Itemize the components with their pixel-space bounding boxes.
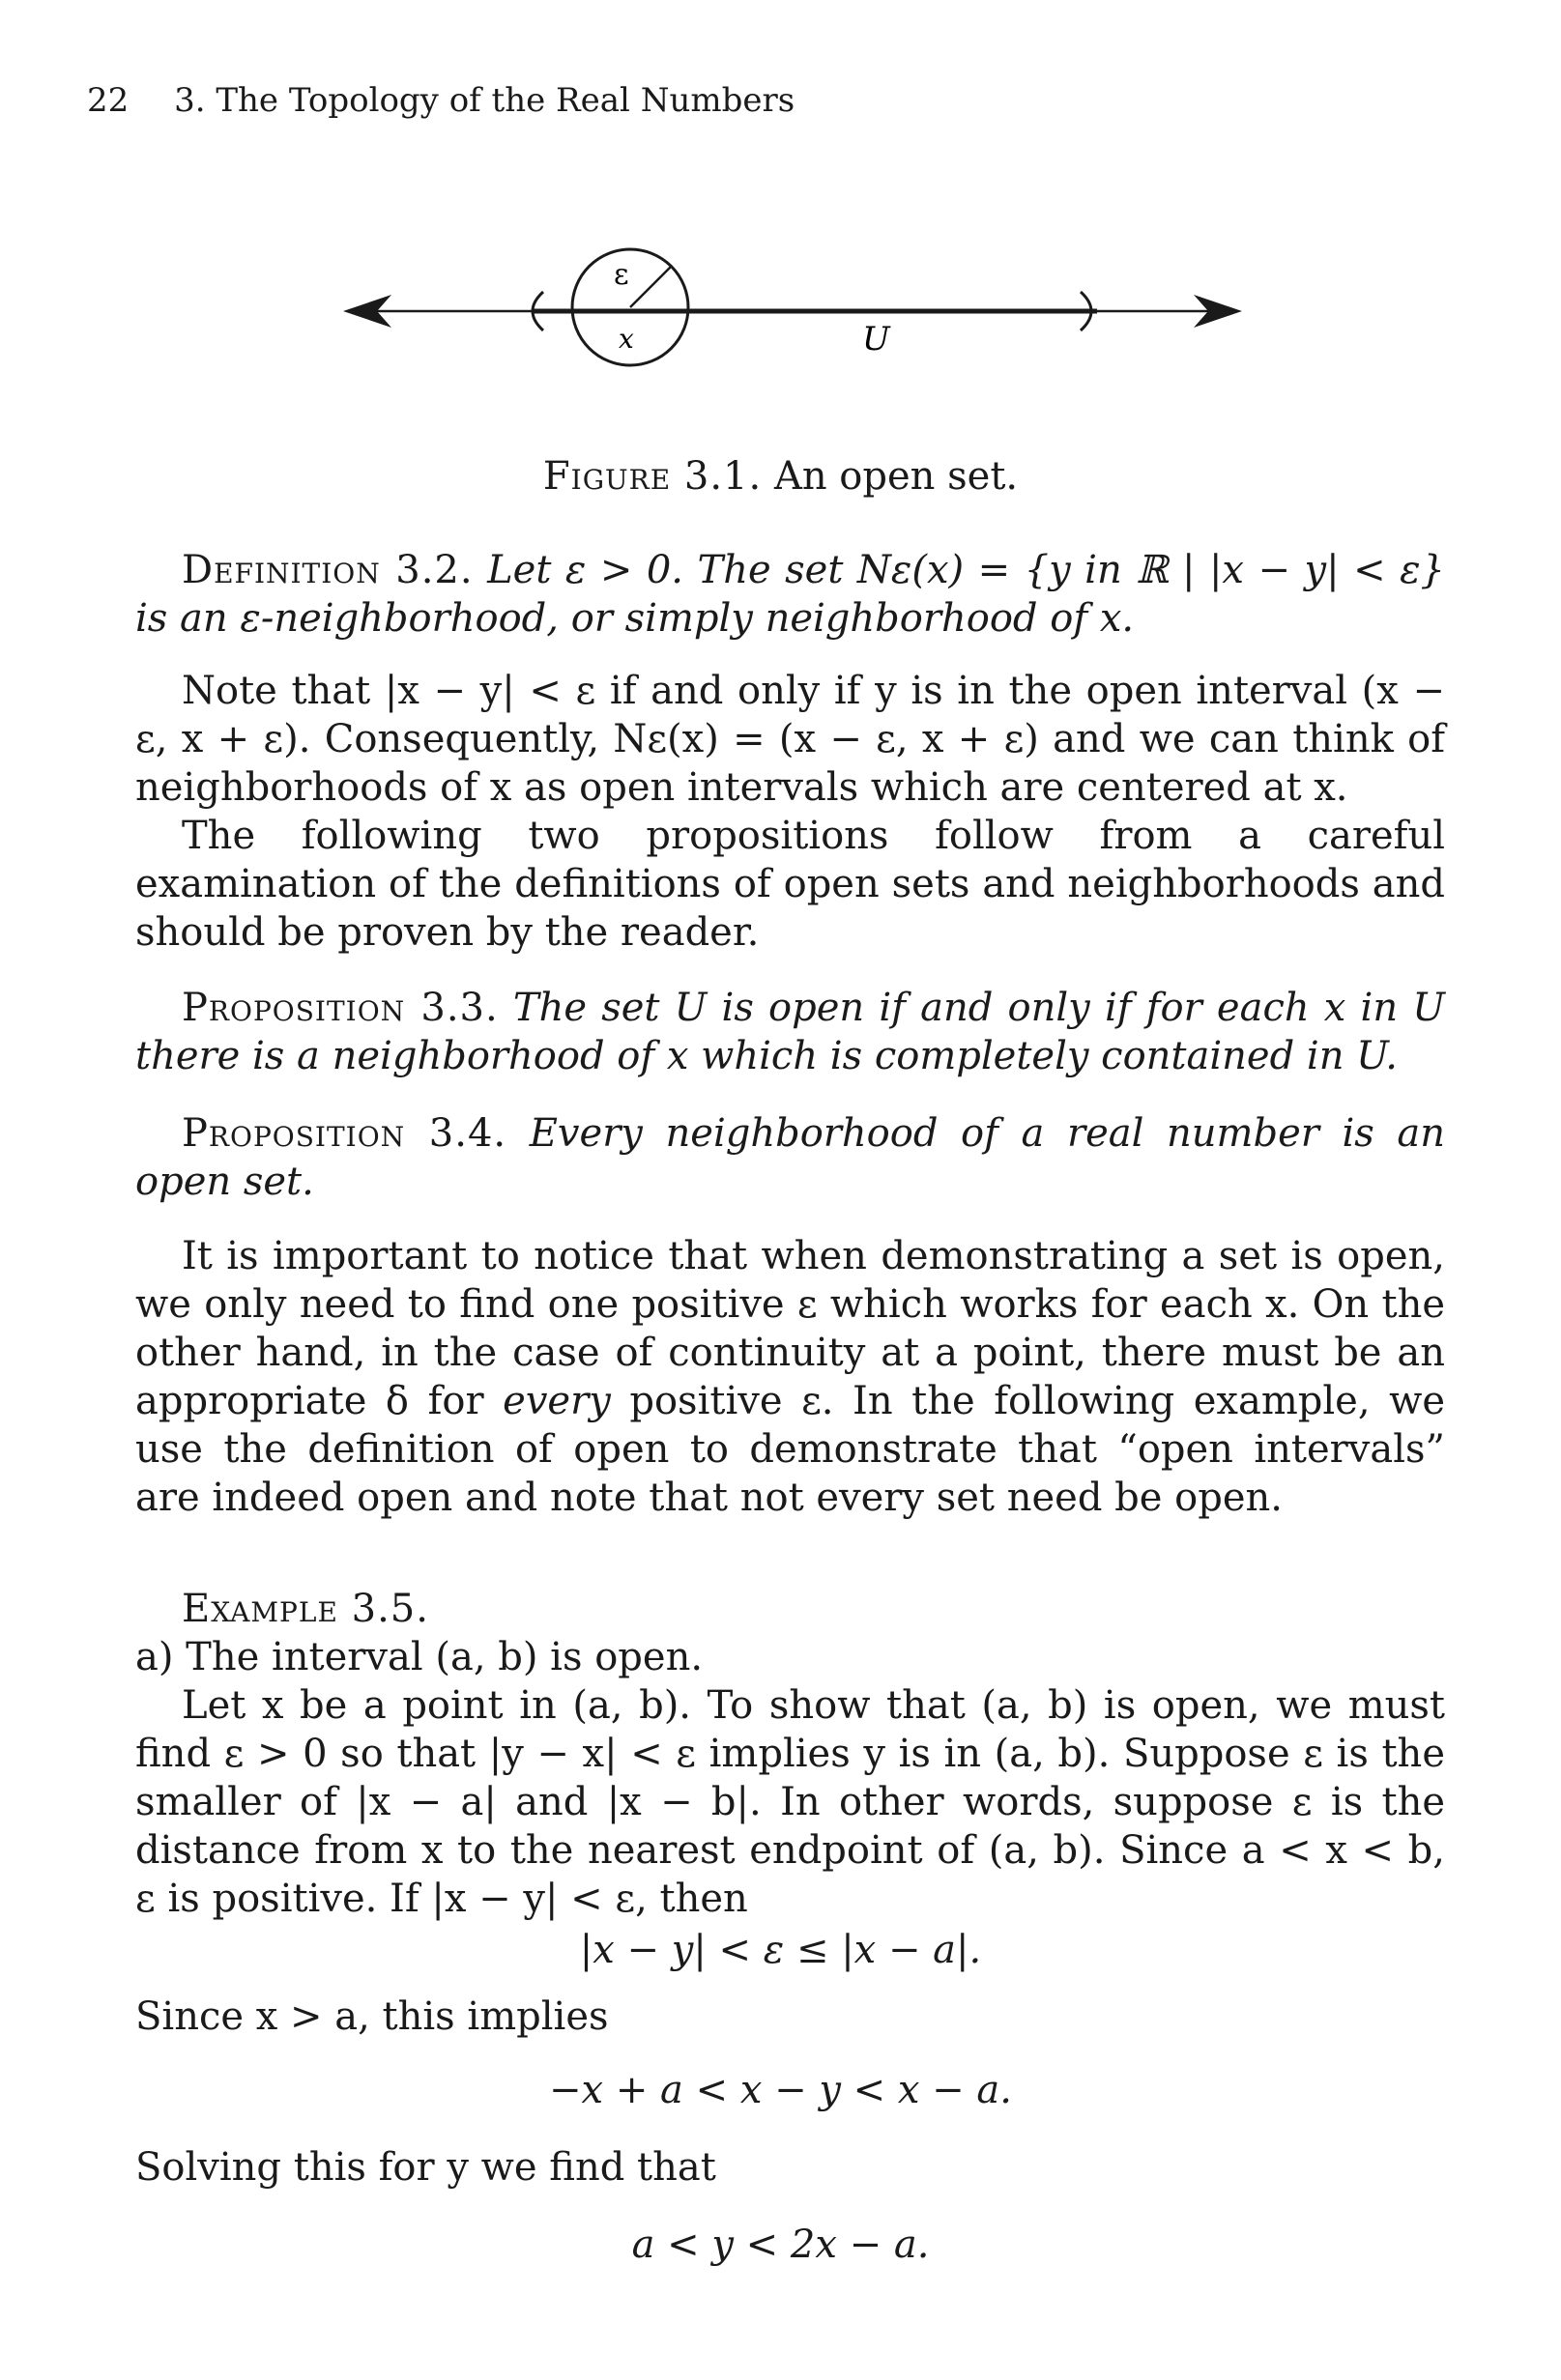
equation-1: |x − y| < ε ≤ |x − a|. [579,1928,982,1972]
solving-text: Solving this for y we find that [135,2145,716,2190]
proposition-3-3 [135,984,1445,1080]
important-text-part2: positive ε. In the following example, we use the definition of open to demonstrate that “open intervals” are indeed open and note that not every set need be open. [135,1379,1446,1520]
epsilon-label: ε [614,258,629,292]
definition-label: Definition 3.2. [182,548,474,592]
since-text: Since x > a, this implies [135,1994,609,2039]
example-part-a: a) The interval (a, b) is open. [135,1635,704,1679]
equation-2: −x + a < x − y < x − a. [549,2068,1012,2112]
definition-text: Let ε > 0. The set Nε(x) = {y in ℝ | |x − y| < ε} is an ε-neighborhood, or simply neighborhood of x. [135,548,1445,641]
example-body: Let x be a point in (a, b). To show that (a, b) is open, we must find ε > 0 so that |y − x| < ε implies y is in (a, b). Suppose ε is the smaller of |x − a| and |x − b|. In other words, suppose ε is the distance from x to the nearest endpoint of (a, b). Since a < x < b, ε is positive. If |x − y| < ε, then [135,1683,1445,1921]
important-text-part1: It is important to notice that when demonstrating a set is open, we only need to find one positive ε which works for each x. On the other hand, in the case of continuity at a point, there must be an appropriate δ for [135,1234,1445,1423]
page-header [87,81,795,120]
definition-3-2 [135,546,1445,643]
figure-caption [0,454,1561,499]
radius-line [630,267,671,307]
x-label: x [619,323,634,355]
proposition-label: Proposition 3.4. [182,1111,507,1156]
proposition-3-4 [135,1109,1445,1206]
caption-label: Figure 3.1. [542,454,763,499]
proposition-text: The set U is open if and only if for each x in U there is a neighborhood of x which is completely contained in U. [135,986,1445,1078]
example-heading: Example 3.5. [182,1587,429,1631]
important-emphasis: every [503,1379,611,1423]
u-label: U [862,320,890,358]
page-number: 22 [87,81,130,120]
paragraph-note: Note that |x − y| < ε if and only if y is in the open interval (x − ε, x + ε). Consequently, Nε(x) = (x − ε, x + ε) and we can think of neighborhoods of x as open intervals which are centered at x. [135,669,1445,810]
paragraph-important [135,1232,1445,1522]
paragraph-following: The following two propositions follow from a careful examination of the definitions of open sets and neighborhoods and should be proven by the reader. [135,814,1445,955]
running-title: 3. The Topology of the Real Numbers [174,81,795,120]
example-label [135,1585,1445,1633]
caption-text: An open set. [773,454,1019,499]
equation-3: a < y < 2x − a. [631,2222,930,2267]
open-set-figure [329,222,1257,416]
proposition-label: Proposition 3.3. [182,986,499,1030]
proposition-text: Every neighborhood of a real number is an open set. [135,1111,1445,1204]
